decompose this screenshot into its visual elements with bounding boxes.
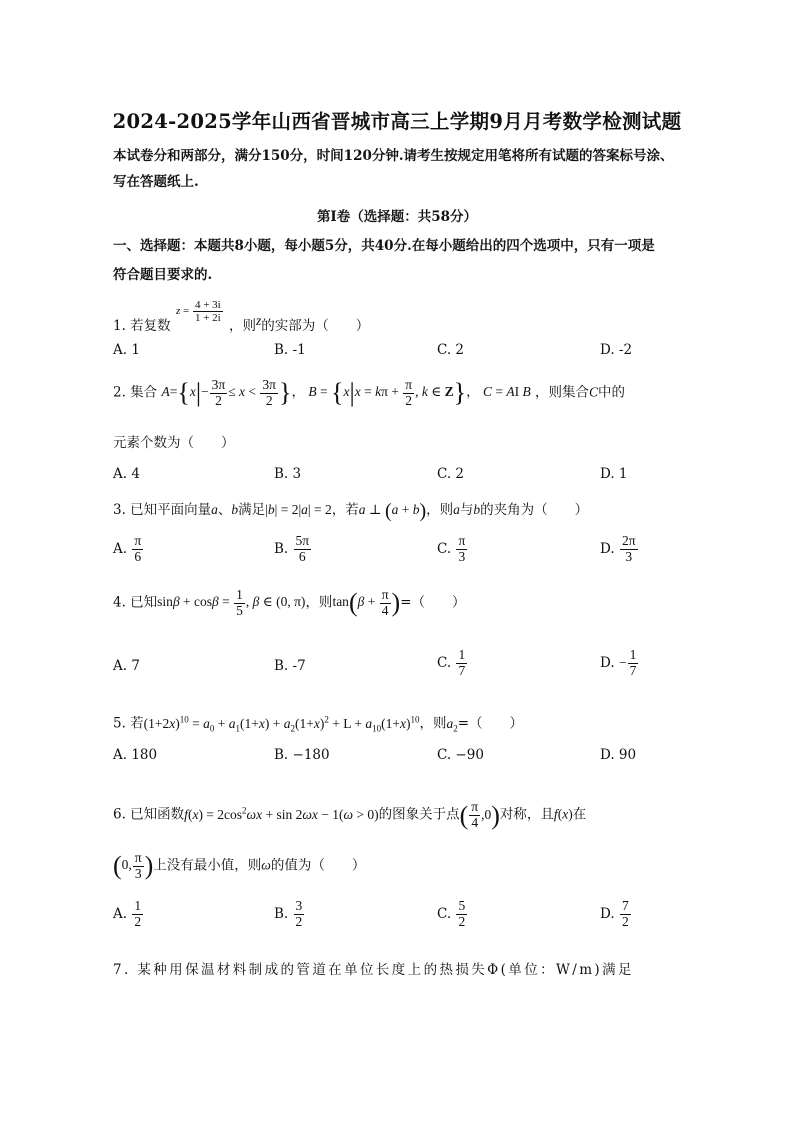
- q6-line-2: (0, $\frac{\pi}{3}$ )上没有最小值，则ω的值为（ ）: [113, 850, 366, 881]
- question-3: 3. 已知平面向量a、b满足|b| = 2|a| = 2，若a ⊥ (a + b)，则a与b的夹角为（ ）: [113, 499, 589, 522]
- q4-option-d[interactable]: D. − $\frac{1}{7}$: [600, 647, 637, 678]
- q2-option-c[interactable]: C. 2: [437, 466, 465, 482]
- intro-line-2: 写在答题纸上.: [113, 174, 199, 190]
- page-title: 2024-2025学年山西省晋城市高三上学期9月月考数学检测试题: [112, 110, 682, 133]
- q4-option-a[interactable]: A. 7: [113, 658, 140, 674]
- q4-option-c[interactable]: C. $\frac{1}{7}$: [437, 647, 466, 678]
- q3-option-a[interactable]: A. $\frac{\pi}{6}$: [113, 533, 142, 564]
- question-7: 7. 某种用保温材料制成的管道在单位长度上的热损失Φ(单位：W/m)满足: [113, 962, 634, 978]
- q1-option-b[interactable]: B. -1: [274, 342, 306, 358]
- q6-option-b[interactable]: B. $\frac{3}{2}$: [274, 898, 303, 929]
- q6-option-a[interactable]: A. $\frac{1}{2}$: [113, 898, 142, 929]
- q4-option-b[interactable]: B. -7: [274, 658, 306, 674]
- q5-option-b[interactable]: B. −180: [274, 747, 330, 763]
- question-6: 6. 已知函数$f(x) = 2\cos^2\omega x + \sin 2\omega x - 1(\omega > 0)$的图象关于点( $\frac{\pi}{4}$ ,0)对称，且f(x)在: [113, 799, 587, 830]
- q3-option-b[interactable]: B. $\frac{5\pi}{6}$: [274, 533, 310, 564]
- q2-option-b[interactable]: B. 3: [274, 466, 302, 482]
- q3-option-d[interactable]: D. $\frac{2\pi}{3}$: [600, 533, 636, 564]
- q3-option-c[interactable]: C. $\frac{\pi}{3}$: [437, 533, 466, 564]
- part-title: 第I卷（选择题：共58分）: [316, 209, 478, 225]
- question-4: 4. 已知sinβ + cosβ = $\frac{1}{5}$ , β ∈ (0, π)，则tan(β + $\frac{\pi}{4}$ )=（ ）: [113, 587, 466, 618]
- q5-option-a[interactable]: A. 180: [113, 747, 158, 763]
- q1-option-c[interactable]: C. 2: [437, 342, 465, 358]
- q2-line-2: 元素个数为（ ）: [113, 435, 235, 451]
- q2-option-a[interactable]: A. 4: [113, 466, 140, 482]
- question-1: 1. 若复数 z = $\frac{4 + 3i}{1 + 2i}$ ，则z的实部为（ ）: [113, 299, 370, 335]
- q2-option-d[interactable]: D. 1: [600, 466, 628, 482]
- intro-line-1: 本试卷分和两部分，满分150分，时间120分钟.请考生按规定用笔将所有试题的答案标号涂、: [113, 148, 674, 164]
- q6-option-c[interactable]: C. $\frac{5}{2}$: [437, 898, 466, 929]
- q5-option-d[interactable]: D. 90: [600, 747, 637, 763]
- q5-option-c[interactable]: C. −90: [437, 747, 484, 763]
- q1-option-d[interactable]: D. -2: [600, 342, 633, 358]
- question-5: 5. 若$(1+2x)^{10} = a_0 + a_1(1+x) + a_2(1+x)^2 + L + a_{10}(1+x)^{10}$，则$a_2=$（ ）: [113, 714, 524, 734]
- section1-line-1: 一、选择题：本题共8小题，每小题5分，共40分.在每小题给出的四个选项中，只有一项是: [113, 238, 655, 254]
- question-2: 2. 集合 A={x|− $\frac{3\pi}{2}$ ≤ x < $\frac{3\pi}{2}$ }， B = {x|x = kπ + $\frac{\pi}{2}$ , k ∈ Z}， C = AI B ，则集合C中的: [113, 377, 626, 408]
- q1-option-a[interactable]: A. 1: [113, 342, 140, 358]
- q6-option-d[interactable]: D. $\frac{7}{2}$: [600, 898, 629, 929]
- section1-line-2: 符合题目要求的.: [113, 267, 213, 283]
